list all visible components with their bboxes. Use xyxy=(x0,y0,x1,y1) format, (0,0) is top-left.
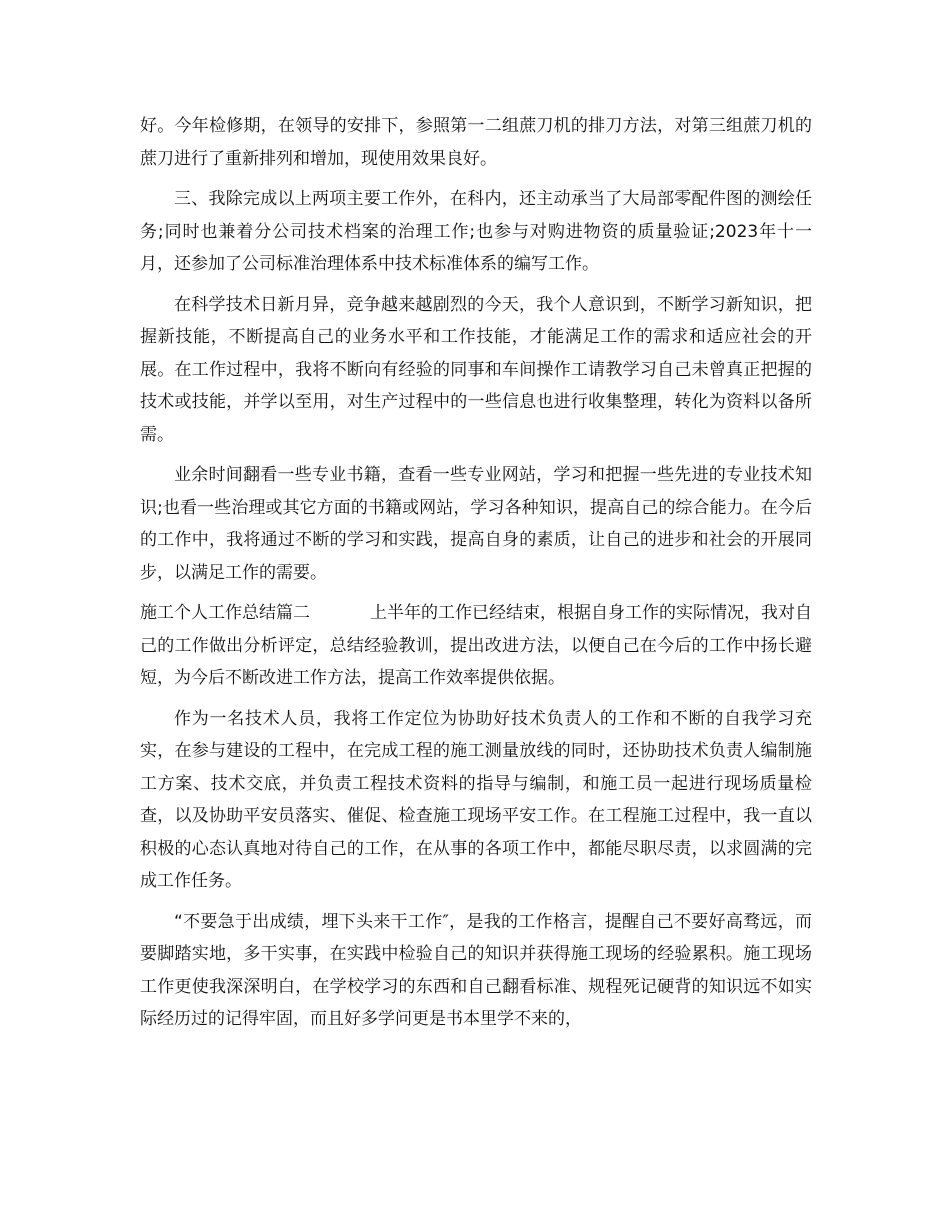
paragraph-learning: 在科学技术日新月异，竞争越来越剧烈的今天，我个人意识到，不断学习新知识，把握新技能，不断提高自己的业务水平和工作技能，才能满足工作的需求和适应社会的开展。在工作过程中，我将不断向有经验的同事和车间操作工请教学习自己未曾真正把握的技术或技能，并学以至用，对生产过程中的一些信息也进行收集整理，转化为资料以备所需。 xyxy=(140,294,812,445)
section-title: 施工个人工作总结篇二 xyxy=(140,603,310,623)
section-first-paragraph: 上半年的工作已经结束，根据自身工作的实际情况，我对自己的工作做出分析评定，总结经验教训，提出改进方法，以便自己在今后的工作中扬长避短，为今后不断改进工作方法，提高工作效率提供依据。 xyxy=(140,603,812,688)
paragraph-continuation: 好。今年检修期，在领导的安排下，参照第一二组蔗刀机的排刀方法，对第三组蔗刀机的蔗刀进行了重新排列和增加，现使用效果良好。 xyxy=(140,116,812,169)
section-two-block xyxy=(140,597,812,695)
paragraph-work-motto: “不要急于出成绩，埋下头来干工作″，是我的工作格言，提醒自己不要好高骛远，而要脚踏实地，多干实事，在实践中检验自己的知识并获得施工现场的经验累积。施工现场工作更使我深深明白，在学校学习的东西和自己翻看标准、规程死记硬背的知识远不如实际经历过的记得牢固，而且好多学问更是书本里学不来的， xyxy=(140,911,812,1029)
document-body xyxy=(140,110,812,1044)
paragraph-technician-role: 作为一名技术人员，我将工作定位为协助好技术负责人的工作和不断的自我学习充实，在参与建设的工程中，在完成工程的施工测量放线的同时，还协助技术负责人编制施工方案、技术交底，并负责工程技术资料的指导与编制，和施工员一起进行现场质量检查，以及协助平安员落实、催促、检查施工现场平安工作。在工程施工过程中，我一直以积极的心态认真地对待自己的工作，在从事的各项工作中，都能尽职尽责，以求圆满的完成工作任务。 xyxy=(140,708,812,891)
paragraph-other-tasks: 三、我除完成以上两项主要工作外，在科内，还主动承当了大局部零配件图的测绘任务;同时也兼着分公司技术档案的治理工作;也参与对购进物资的质量验证;2023年十一月，还参加了公司标准治理体系中技术标准体系的编写工作。 xyxy=(140,189,812,274)
paragraph-spare-time: 业余时间翻看一些专业书籍，查看一些专业网站，学习和把握一些先进的专业技术知识;也看一些治理或其它方面的书籍或网站，学习各种知识，提高自己的综合能力。在今后的工作中，我将通过不断的学习和实践，提高自身的素质，让自己的进步和社会的开展同步，以满足工作的需要。 xyxy=(140,465,812,583)
